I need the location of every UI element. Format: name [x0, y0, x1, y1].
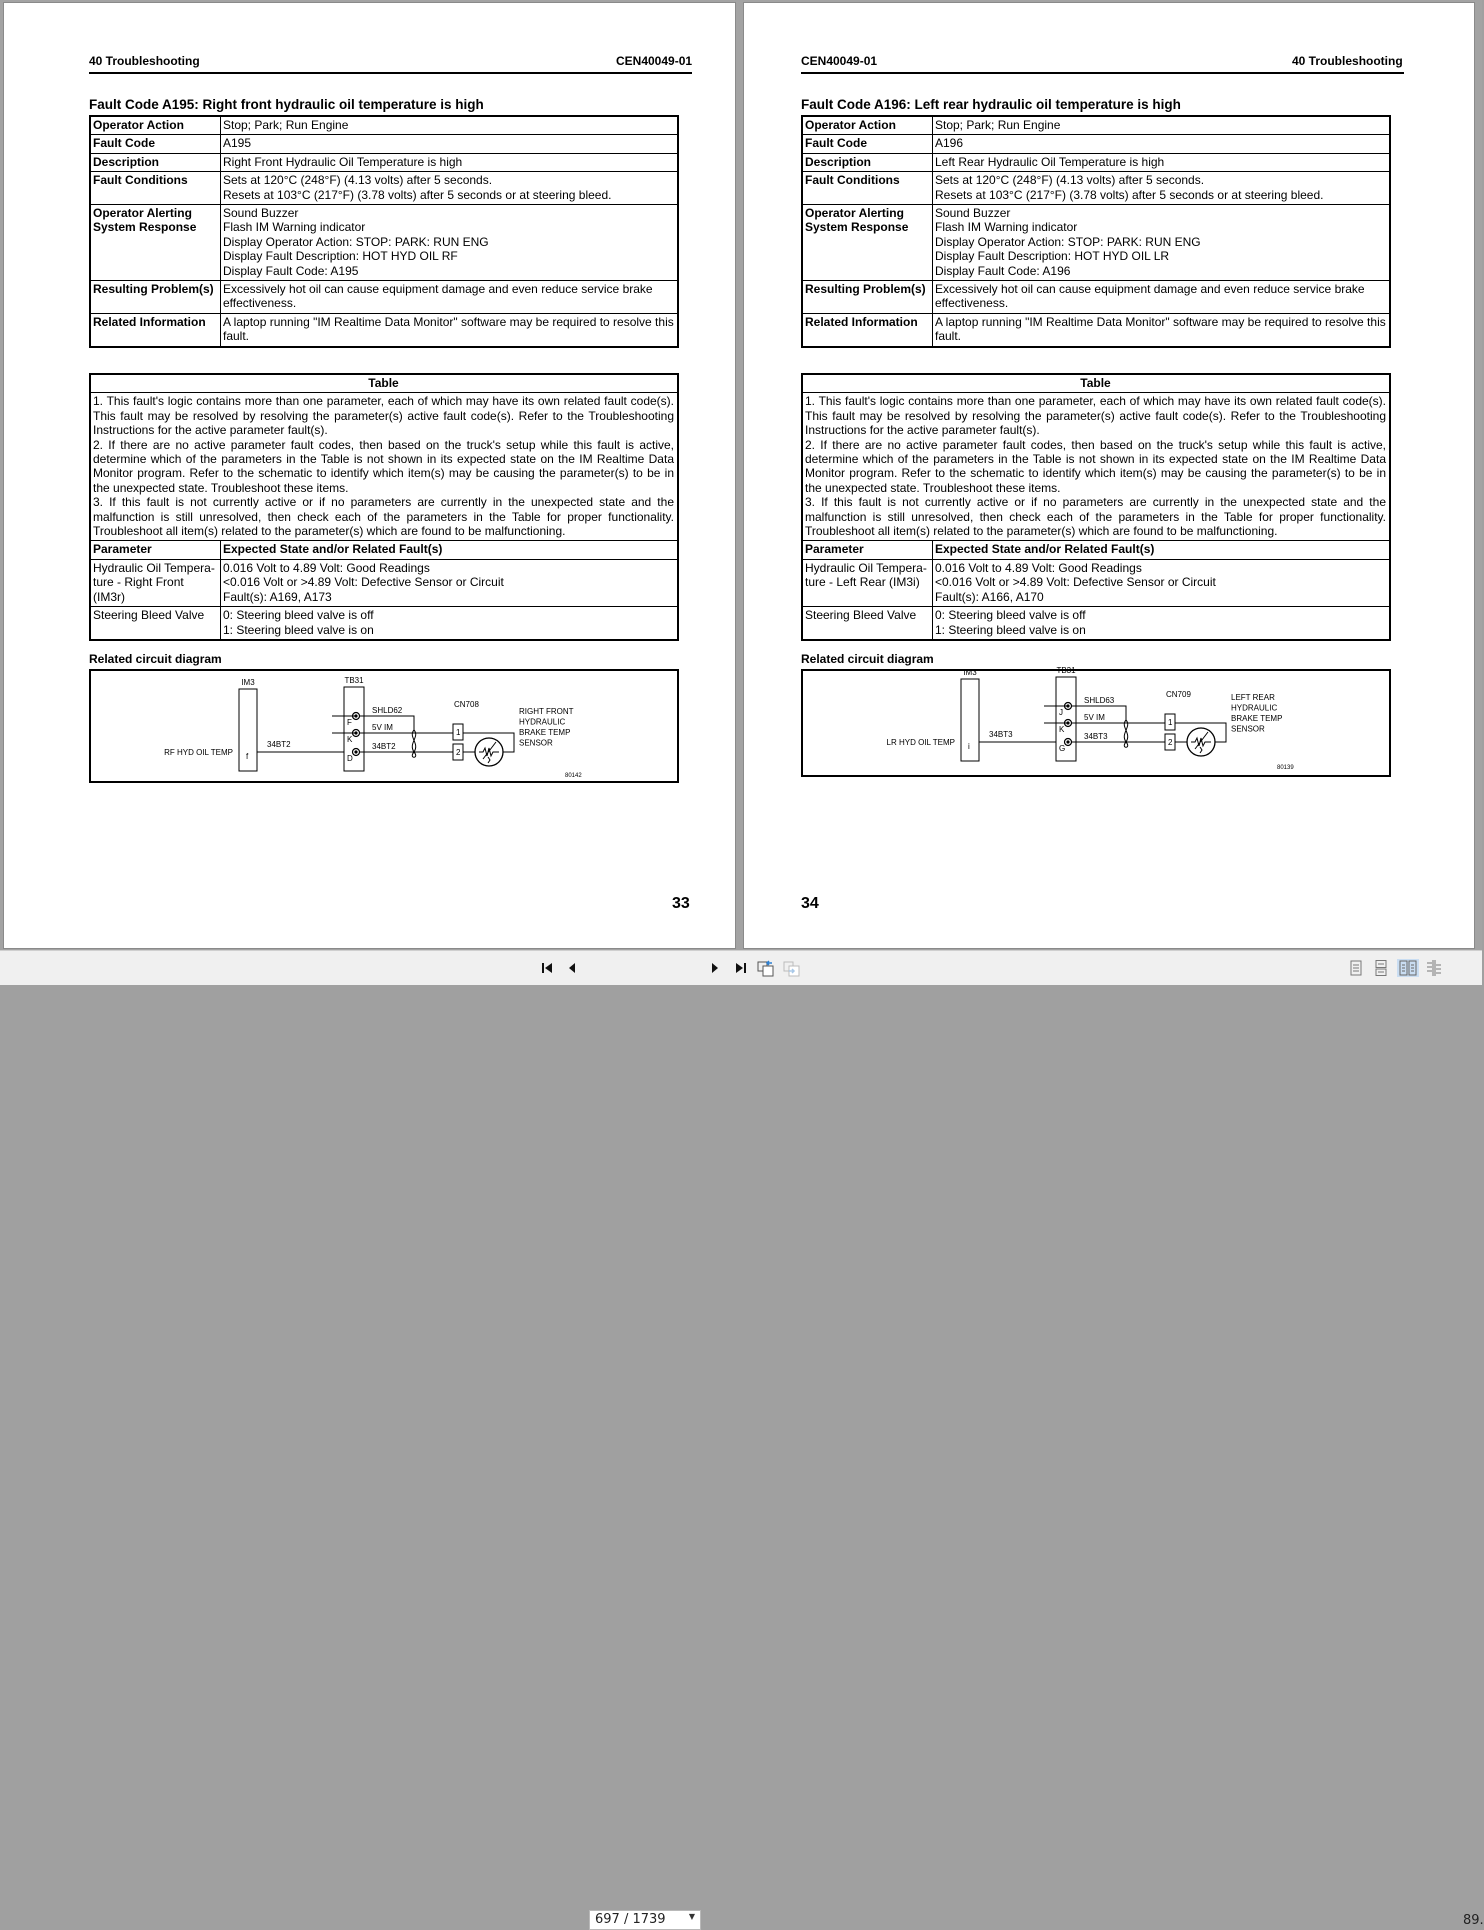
circuit-diagram-label: Related circuit diagram — [89, 652, 222, 666]
fault-table-row — [802, 135, 1390, 153]
table-notes — [802, 393, 1390, 541]
param-row — [90, 607, 678, 640]
connector-label: CN708 — [454, 700, 479, 709]
two-page-continuous-view-button[interactable] — [1425, 959, 1443, 977]
row-value — [221, 116, 679, 135]
state-line: 0.016 Volt to 4.89 Volt: Good Readings — [935, 560, 1142, 575]
table-note: 2. If there are no active parameter fault codes, then based on the truck's setup while this fault is active, determine which of the parameters in the Table is not shown in its expected state on the IM Realtime Data Monitor program. Refer to the schematic to identify which item(s) may be causing the parameter(s) to be in the unexpected state. Troubleshoot these items. — [93, 437, 674, 495]
table-title: Table — [802, 374, 1390, 393]
tb-wire-label: SHLD63 — [1084, 696, 1115, 705]
row-value — [933, 313, 1391, 346]
fault-table-row — [90, 135, 678, 153]
continuous-page-icon — [1374, 960, 1388, 976]
row-value — [221, 135, 679, 153]
terminal-block-label: TB31 — [1056, 666, 1076, 675]
value-line: Display Fault Code: A195 — [223, 263, 359, 278]
sensor-label-line: HYDRAULIC — [1231, 703, 1278, 713]
value-line: A196 — [935, 136, 964, 151]
next-page-icon — [709, 961, 721, 975]
param-state — [933, 559, 1391, 606]
last-page-icon — [732, 961, 748, 975]
param-row — [802, 559, 1390, 606]
row-key: Fault Code — [802, 135, 933, 153]
row-value — [221, 313, 679, 346]
terminal-pin-letter: K — [1059, 725, 1065, 734]
row-key: Related Information — [802, 313, 933, 346]
value-line: Display Operator Action: STOP: PARK: RUN ENG — [935, 234, 1201, 249]
figure-id: 80142 — [565, 773, 582, 779]
state-line: 0.016 Volt to 4.89 Volt: Good Readings — [223, 560, 430, 575]
terminal-pin-letter: K — [347, 735, 353, 744]
value-line: Resets at 103°C (217°F) (3.78 volts) after 5 seconds or at steering bleed. — [935, 187, 1324, 202]
param-header-state: Expected State and/or Related Fault(s) — [221, 541, 679, 559]
row-key: Operator Action — [802, 116, 933, 135]
terminal-pin-dot — [354, 750, 357, 753]
next-view-icon — [783, 959, 801, 977]
page-dropdown-icon[interactable]: ▼ — [688, 1912, 695, 1921]
connector-pin-1: 1 — [456, 728, 461, 737]
value-line: A laptop running "IM Realtime Data Monitor" software may be required to resolve this fault. — [223, 314, 674, 344]
value-line: Excessively hot oil can cause equipment damage and even reduce service brake effectiveness. — [935, 282, 1365, 311]
page-34 — [744, 3, 1474, 948]
module-pin: i — [968, 742, 970, 751]
row-value — [221, 205, 679, 281]
value-line: Display Fault Description: HOT HYD OIL RF — [223, 249, 458, 264]
value-line: Right Front Hydraulic Oil Temperature is high — [223, 154, 463, 169]
fault-table-row — [802, 281, 1390, 314]
running-header-left: 40 Troubleshooting — [89, 54, 200, 68]
previous-view-button[interactable] — [757, 959, 775, 977]
header-rule — [89, 72, 692, 74]
row-value — [933, 205, 1391, 281]
row-value — [221, 281, 679, 314]
tb-wire-label: 5V IM — [372, 723, 393, 732]
fault-table-row — [90, 153, 678, 171]
state-line: Fault(s): A166, A170 — [935, 589, 1044, 604]
single-page-view-button[interactable] — [1347, 959, 1365, 977]
zoom-level[interactable]: 89. — [1463, 1913, 1484, 1928]
sensor-label-line: SENSOR — [519, 738, 553, 748]
previous-page-button[interactable] — [563, 959, 581, 977]
table-title: Table — [90, 374, 678, 393]
param-header-row — [90, 541, 678, 559]
table-note: 1. This fault's logic contains more than one parameter, each of which may have its own related fault code(s). This fault may be resolved by resolving the parameter(s) active fault code(s). Refer to the Troubleshooting Instructions for the active parameter fault(s). — [93, 394, 674, 438]
row-key: Fault Conditions — [802, 172, 933, 205]
param-header-state: Expected State and/or Related Fault(s) — [933, 541, 1391, 559]
module-label: IM3 — [241, 678, 255, 687]
param-header-row — [802, 541, 1390, 559]
value-line: Display Fault Code: A196 — [935, 263, 1071, 278]
first-page-icon — [540, 961, 556, 975]
table-notes — [90, 393, 678, 541]
first-page-button[interactable] — [539, 959, 557, 977]
table-note: 3. If this fault is not currently active or if no parameters are currently in the unexpected state and the malfunction is still unresolved, then check each of the parameters in the Table for proper functionality. Troubleshoot all item(s) related to the parameter(s) which are found to be malfunctioning. — [93, 495, 674, 539]
param-state — [933, 607, 1391, 640]
table-notes-row — [90, 393, 678, 541]
state-line: <0.016 Volt or >4.89 Volt: Defective Sensor or Circuit — [935, 575, 1216, 590]
running-header-left: CEN40049-01 — [801, 54, 878, 68]
fault-table-row — [90, 281, 678, 314]
value-line: Display Operator Action: STOP: PARK: RUN ENG — [223, 234, 489, 249]
tb-wire-label: 34BT3 — [1084, 732, 1108, 741]
value-line: Resets at 103°C (217°F) (3.78 volts) after 5 seconds or at steering bleed. — [223, 187, 612, 202]
last-page-button[interactable] — [731, 959, 749, 977]
previous-page-icon — [566, 961, 578, 975]
terminal-pin-letter: J — [1059, 708, 1063, 717]
fault-table-row — [802, 205, 1390, 281]
sensor-label-line: LEFT REAR — [1231, 693, 1275, 702]
twisted-pair-symbol — [1124, 720, 1127, 747]
row-key: Operator Alerting System Response — [802, 205, 933, 281]
row-value — [221, 153, 679, 171]
param-header-name: Parameter — [90, 541, 221, 559]
value-line: Flash IM Warning indicator — [223, 220, 366, 235]
page-33 — [4, 3, 735, 948]
value-line: Stop; Park; Run Engine — [935, 118, 1061, 132]
running-header-right: 40 Troubleshooting — [1292, 54, 1403, 68]
fault-info-table — [801, 115, 1391, 348]
fault-table-row — [90, 172, 678, 205]
table-title-row — [90, 374, 678, 393]
continuous-view-button[interactable] — [1372, 959, 1390, 977]
row-key: Related Information — [90, 313, 221, 346]
terminal-pin-letter: G — [1059, 744, 1066, 753]
connector-pin-1: 1 — [1168, 718, 1173, 727]
value-line: Sound Buzzer — [223, 206, 299, 221]
value-line: Flash IM Warning indicator — [935, 220, 1078, 235]
row-value — [933, 116, 1391, 135]
value-line: Excessively hot oil can cause equipment damage and even reduce service brake effectiveness. — [223, 282, 653, 311]
value-line: Display Fault Description: HOT HYD OIL LR — [935, 249, 1170, 264]
tb-wire-label: 5V IM — [1084, 713, 1105, 722]
header-rule — [801, 72, 1404, 74]
fault-table-row — [90, 313, 678, 346]
connector-pin-2: 2 — [1168, 738, 1173, 747]
two-page-continuous-icon — [1425, 960, 1443, 976]
row-key: Fault Code — [90, 135, 221, 153]
value-line: Sets at 120°C (248°F) (4.13 volts) after 5 seconds. — [935, 173, 1205, 188]
param-row — [802, 607, 1390, 640]
param-name: Steering Bleed Valve — [802, 607, 933, 640]
fault-table-row — [802, 116, 1390, 135]
connector-pin-2: 2 — [456, 748, 461, 757]
tb-wire-label: SHLD62 — [372, 706, 403, 715]
row-key: Description — [90, 153, 221, 171]
circuit-diagram — [801, 666, 1391, 777]
page-number: 33 — [672, 895, 690, 912]
value-line: A195 — [223, 136, 252, 151]
sensor-label-line: HYDRAULIC — [519, 717, 566, 727]
fault-table-row — [802, 172, 1390, 205]
param-state — [221, 559, 679, 606]
row-key: Operator Action — [90, 116, 221, 135]
circuit-diagram-label: Related circuit diagram — [801, 652, 934, 666]
page-indicator: 697 / 1739 — [595, 1912, 666, 1927]
param-state — [221, 607, 679, 640]
parameter-table — [89, 373, 679, 641]
row-key: Resulting Problem(s) — [90, 281, 221, 314]
value-line: Sets at 120°C (248°F) (4.13 volts) after 5 seconds. — [223, 173, 493, 188]
next-view-button[interactable] — [783, 959, 801, 977]
two-page-view-button[interactable] — [1397, 959, 1419, 977]
table-note: 2. If there are no active parameter fault codes, then based on the truck's setup while this fault is active, determine which of the parameters in the Table is not shown in its expected state on the IM Realtime Data Monitor program. Refer to the schematic to identify which item(s) may be causing the parameter(s) to be in the unexpected state. Troubleshoot these items. — [805, 437, 1386, 495]
param-name: Hydraulic Oil Tempera-ture - Right Front (IM3r) — [90, 559, 221, 606]
param-name: Steering Bleed Valve — [90, 607, 221, 640]
fault-table-row — [90, 116, 678, 135]
document-viewport[interactable] — [0, 0, 1482, 950]
value-line: Left Rear Hydraulic Oil Temperature is high — [935, 154, 1165, 169]
param-row — [90, 559, 678, 606]
tb-wire-label: 34BT2 — [372, 742, 396, 751]
module-box — [961, 679, 979, 761]
row-value — [933, 153, 1391, 171]
single-page-icon — [1349, 960, 1363, 976]
running-header-right: CEN40049-01 — [616, 54, 693, 68]
main-wire-label: 34BT2 — [267, 740, 291, 749]
value-line: Stop; Park; Run Engine — [223, 118, 349, 132]
param-name: Hydraulic Oil Tempera-ture - Left Rear (IM3i) — [802, 559, 933, 606]
table-note: 3. If this fault is not currently active or if no parameters are currently in the unexpected state and the malfunction is still unresolved, then check each of the parameters in the Table for proper functionality. Troubleshoot all item(s) related to the parameter(s) which are found to be malfunctioning. — [805, 495, 1386, 539]
fault-title: Fault Code A196: Left rear hydraulic oil temperature is high — [801, 97, 1181, 112]
terminal-block-label: TB31 — [344, 676, 364, 685]
module-label: IM3 — [963, 668, 977, 677]
table-note: 1. This fault's logic contains more than one parameter, each of which may have its own related fault code(s). This fault may be resolved by resolving the parameter(s) active fault code(s). Refer to the Troubleshooting Instructions for the active parameter fault(s). — [805, 394, 1386, 438]
fault-table-row — [90, 205, 678, 281]
viewer-toolbar — [0, 950, 1484, 1928]
row-value — [221, 172, 679, 205]
page-number: 34 — [801, 895, 819, 912]
signal-label: RF HYD OIL TEMP — [164, 748, 233, 757]
row-key: Operator Alerting System Response — [90, 205, 221, 281]
figure-id: 80139 — [1277, 765, 1294, 771]
fault-table-row — [802, 153, 1390, 171]
sensor-label-line: RIGHT FRONT — [519, 707, 574, 716]
state-line: Fault(s): A169, A173 — [223, 589, 332, 604]
fault-table-row — [802, 313, 1390, 346]
row-value — [933, 281, 1391, 314]
row-value — [933, 172, 1391, 205]
sensor-label-line: BRAKE TEMP — [519, 728, 571, 737]
twisted-pair-symbol — [412, 730, 415, 757]
parameter-table — [801, 373, 1391, 641]
state-line: 1: Steering bleed valve is on — [935, 622, 1086, 637]
state-line: 0: Steering bleed valve is off — [223, 608, 374, 623]
circuit-diagram — [89, 669, 679, 783]
sensor-label-line: SENSOR — [1231, 724, 1265, 734]
next-page-button[interactable] — [706, 959, 724, 977]
two-page-icon — [1399, 960, 1417, 976]
row-key: Resulting Problem(s) — [802, 281, 933, 314]
terminal-pin-letter: D — [347, 754, 353, 763]
module-pin: f — [246, 752, 249, 761]
page-number-input[interactable] — [589, 1910, 701, 1930]
main-wire-label: 34BT3 — [989, 730, 1013, 739]
value-line: Sound Buzzer — [935, 206, 1011, 221]
fault-title: Fault Code A195: Right front hydraulic oil temperature is high — [89, 97, 484, 112]
fault-info-table — [89, 115, 679, 348]
signal-label: LR HYD OIL TEMP — [886, 738, 955, 747]
terminal-pin-dot — [1066, 740, 1069, 743]
table-title-row — [802, 374, 1390, 393]
param-header-name: Parameter — [802, 541, 933, 559]
previous-view-icon — [757, 959, 775, 977]
state-line: 1: Steering bleed valve is on — [223, 622, 374, 637]
sensor-label-line: BRAKE TEMP — [1231, 714, 1283, 723]
value-line: A laptop running "IM Realtime Data Monitor" software may be required to resolve this fault. — [935, 314, 1386, 344]
table-notes-row — [802, 393, 1390, 541]
state-line: 0: Steering bleed valve is off — [935, 608, 1086, 623]
row-key: Description — [802, 153, 933, 171]
state-line: <0.016 Volt or >4.89 Volt: Defective Sensor or Circuit — [223, 575, 504, 590]
row-key: Fault Conditions — [90, 172, 221, 205]
row-value — [933, 135, 1391, 153]
terminal-pin-letter: F — [347, 718, 352, 727]
connector-label: CN709 — [1166, 690, 1191, 699]
